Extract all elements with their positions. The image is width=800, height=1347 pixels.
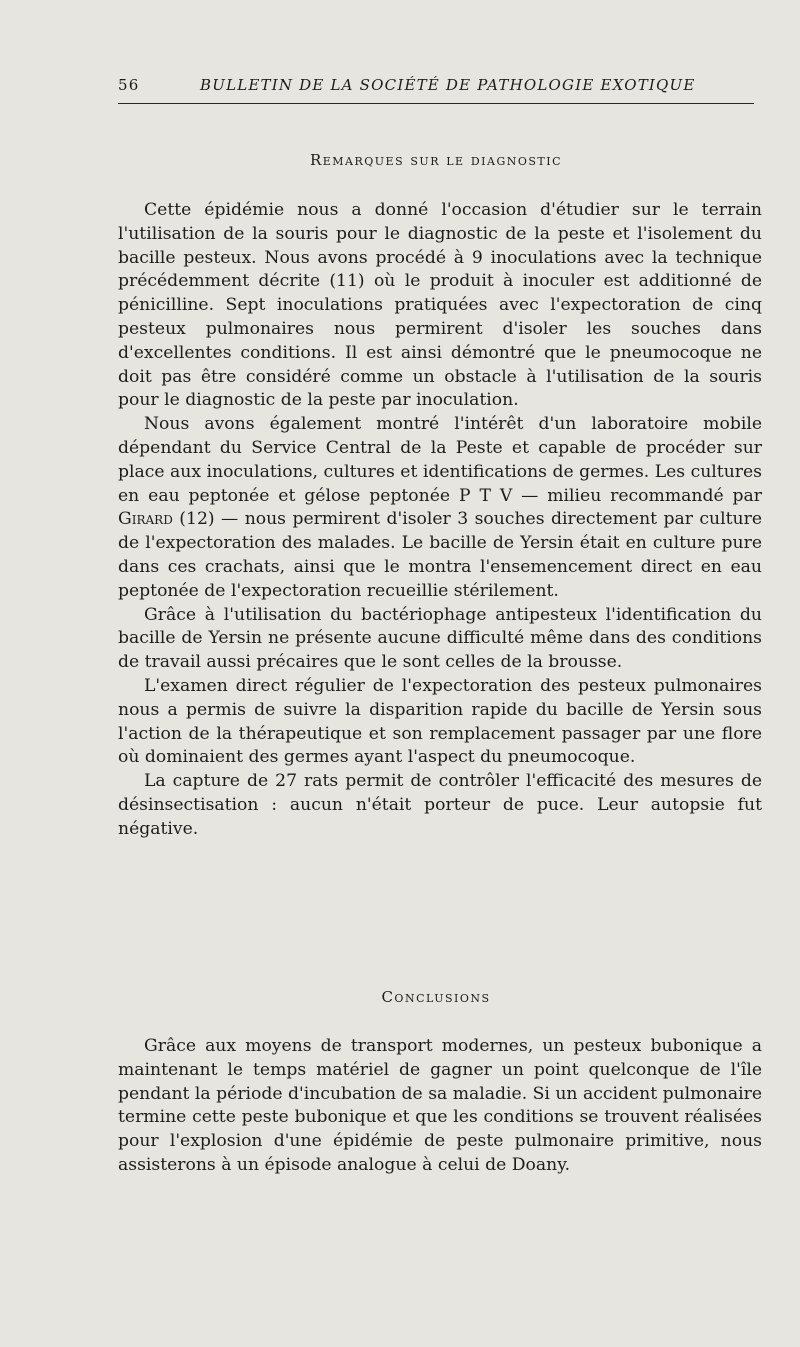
paragraph: L'examen direct régulier de l'expectoration des pesteux pulmonaires nous a permis de suivre la disparition rapide du bacille de Yersin sous l'action de la thérapeutique et son remplacement passager par une flore où dominaient des germes ayant l'aspect du pneumocoque. bbox=[118, 675, 762, 768]
section-body-remarques bbox=[118, 199, 762, 842]
author-citation: Girard bbox=[118, 509, 173, 530]
paragraph: Cette épidémie nous a donné l'occasion d'étudier sur le terrain l'utilisation de la souris pour le diagnostic de la peste et l'isolement du bacille pesteux. Nous avons procédé à 9 inoculations avec la technique précédemment décrite (11) où le produit à inoculer est additionné de pénicilline. Sept inoculations pratiquées avec l'expectoration de cinq pesteux pulmonaires nous permirent d'isoler les souches dans d'excellentes conditions. Il est ainsi démontré que le pneumocoque ne doit pas être considéré comme un obstacle à l'utilisation de la souris pour le diagnostic de la peste par inoculation. bbox=[118, 200, 762, 411]
section-title-remarques: Remarques sur le diagnostic bbox=[309, 151, 563, 169]
paragraph: Grâce aux moyens de transport modernes, un pesteux bubonique a maintenant le temps matériel de gagner un point quelconque de l'île pendant la période d'incubation de sa maladie. Si un accident pulmonaire termine cette peste bubonique et que les conditions se trouvent réalisées pour l'explosion d'une épidémie de peste pulmonaire primitive, nous assisterons à un épisode analogue à celui de Doany. bbox=[118, 1036, 762, 1175]
section-body-conclusions bbox=[118, 1035, 762, 1178]
running-header bbox=[118, 76, 754, 98]
page-number: 56 bbox=[118, 76, 140, 94]
section-title-conclusions: Conclusions bbox=[381, 988, 491, 1006]
paragraph bbox=[118, 413, 762, 603]
header-rule bbox=[118, 103, 754, 104]
paragraph: Grâce à l'utilisation du bactériophage antipesteux l'identification du bacille de Yersin ne présente aucune difficulté même dans des conditions de travail aussi précaires que le sont celles de la brousse. bbox=[118, 604, 762, 673]
paragraph-text: Nous avons également montré l'intérêt d'un laboratoire mobile dépendant du Service Central de la Peste et capable de procéder sur place aux inoculations, cultures et identifications de germes. Les cultures en eau peptonée et gélose peptonée P T V — milieu recommandé par bbox=[118, 414, 762, 506]
paragraph-text: (12) — nous permirent d'isoler 3 souches directement par culture de l'expectoration des malades. Le bacille de Yersin était en culture pure dans ces crachats, ainsi que le montra l'ensemencement direct en eau peptonée de l'expectoration recueillie stérilement. bbox=[118, 509, 762, 601]
paragraph: La capture de 27 rats permit de contrôler l'efficacité des mesures de désinsectisation : aucun n'était porteur de puce. Leur autopsie fut négative. bbox=[118, 771, 762, 839]
running-title: BULLETIN DE LA SOCIÉTÉ DE PATHOLOGIE EXOTIQUE bbox=[200, 76, 696, 94]
